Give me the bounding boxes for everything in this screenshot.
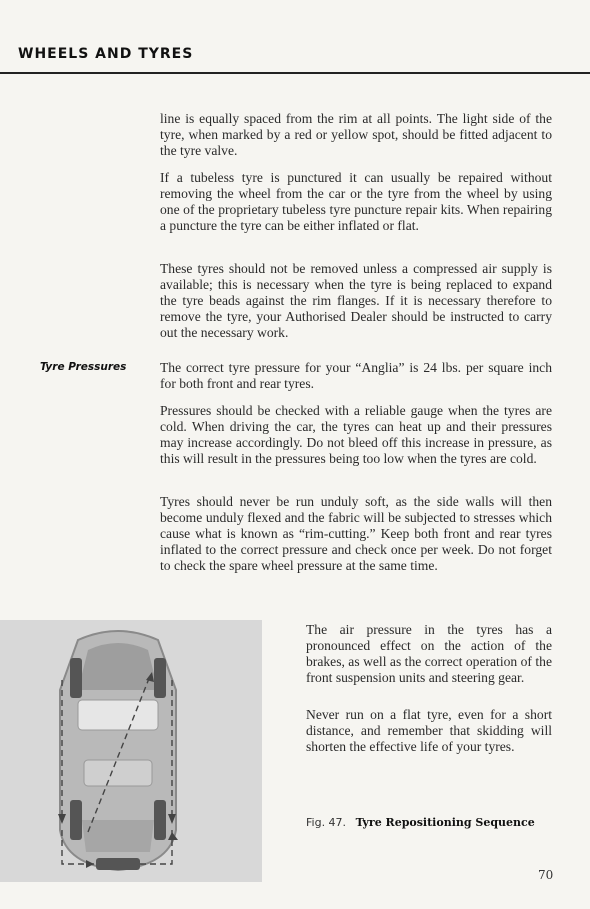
section-title: WHEELS AND TYRES: [18, 46, 194, 62]
paragraph-5: Pressures should be checked with a reliable gauge when the tyres are cold. When driving the car, the tyres can heat up and their pressures may increase accordingly. Do not bleed off this increase in pressure, as this will result in the pressures being too low when the tyres are cold.: [160, 403, 552, 466]
paragraph-8: Never run on a flat tyre, even for a short distance, and remember that skidding will shorten the effective life of your tyres.: [306, 707, 552, 754]
figure-number: Fig. 47.: [306, 816, 347, 829]
side-heading-tyre-pressures: Tyre Pressures: [40, 361, 127, 373]
paragraph-6: Tyres should never be run unduly soft, as the side walls will then become unduly flexed and the fabric will be subjected to stresses which cause what is known as “rim-cutting.” Keep both front and rear tyres inflated to the correct pressure and check once per week. Do not forget to check the spare wheel pressure at the same time.: [160, 494, 552, 573]
paragraph-3: These tyres should not be removed unless a compressed air supply is available; this is necessary when the tyre is being replaced to expand the tyre beads against the rim flanges. If it is necessary therefore to remove the tyre, your Authorised Dealer should be instructed to carry out the necessary work.: [160, 261, 552, 340]
paragraph-7: The air pressure in the tyres has a pronounced effect on the action of the brakes, as well as the correct operation of the front suspension units and steering gear.: [306, 622, 552, 685]
paragraph-4: The correct tyre pressure for your “Anglia” is 24 lbs. per square inch for both front and rear tyres.: [160, 360, 552, 391]
header-divider: [0, 72, 590, 74]
paragraph-2: If a tubeless tyre is punctured it can usually be repaired without removing the wheel from the car or the tyre from the wheel by using one of the proprietary tubeless tyre puncture repair kits. When repairing a puncture the tyre can be either inflated or flat.: [160, 170, 552, 233]
tyre-repositioning-illustration: [0, 620, 262, 882]
paragraph-1: line is equally spaced from the rim at all points. The light side of the tyre, when marked by a red or yellow spot, should be fitted adjacent to the tyre valve.: [160, 111, 552, 158]
page-number: 70: [538, 868, 554, 882]
figure-caption: [306, 816, 535, 829]
figure-title: Tyre Repositioning Sequence: [355, 816, 535, 829]
